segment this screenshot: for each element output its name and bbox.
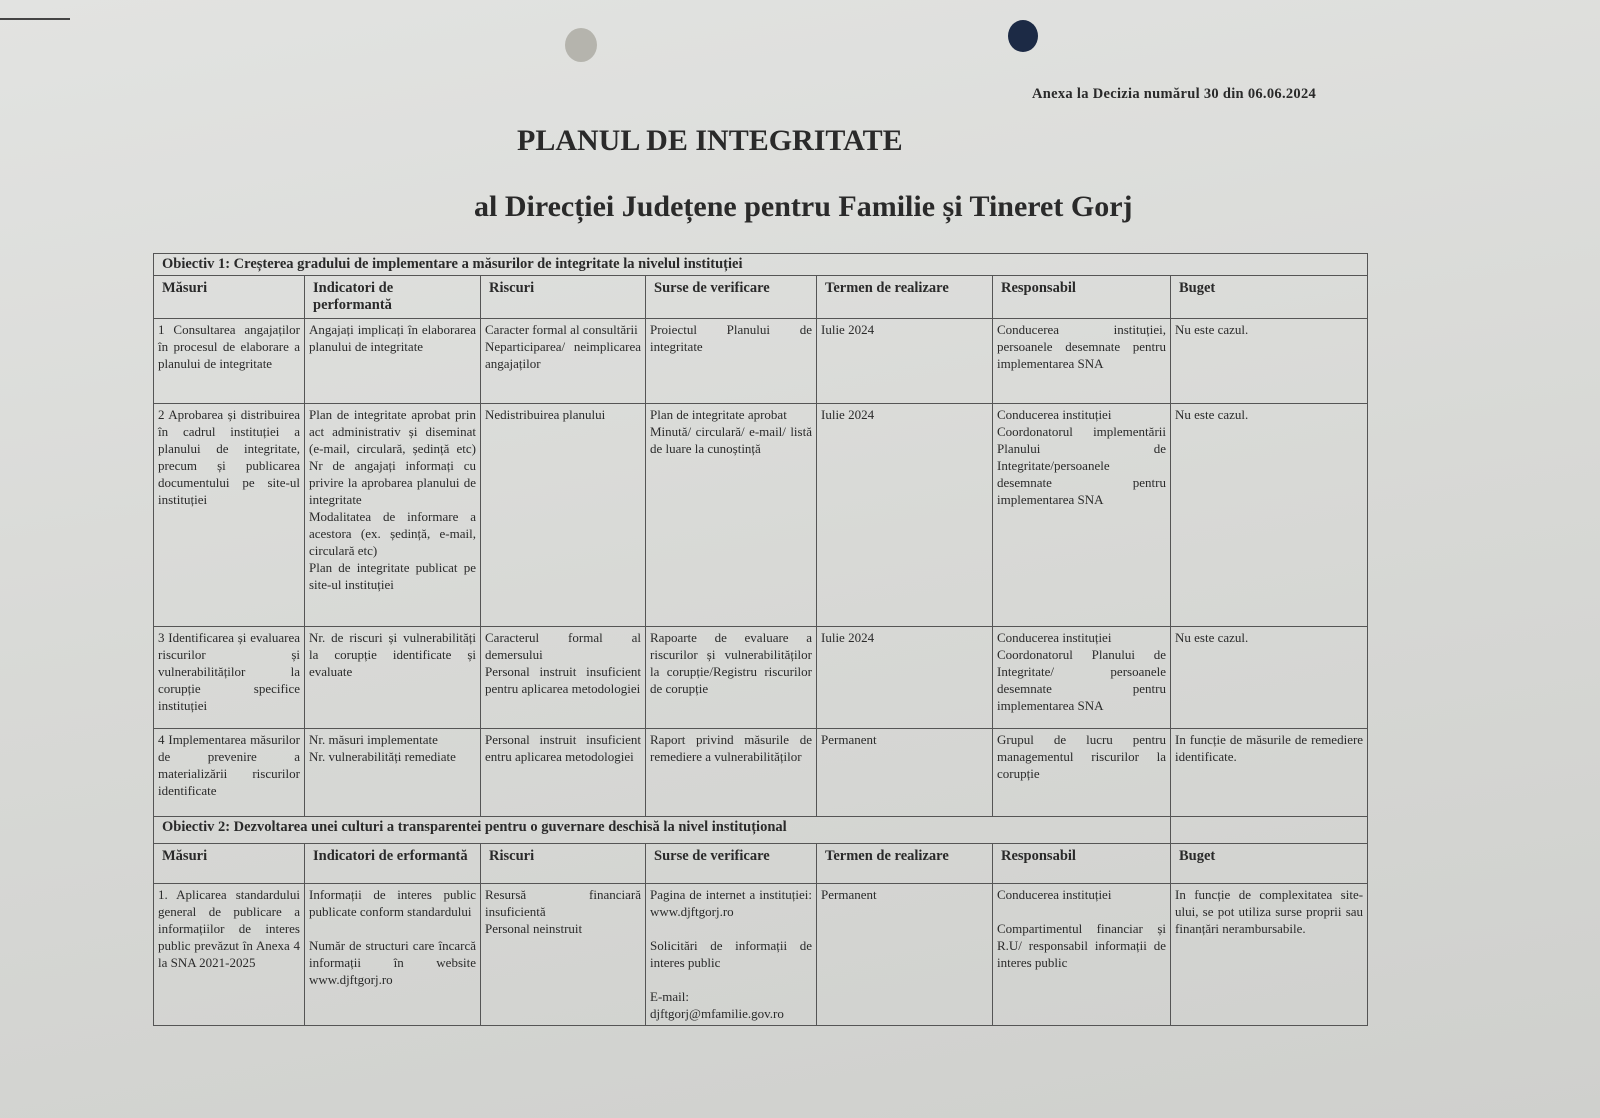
margin-line	[0, 18, 70, 20]
objective-title: Obiectiv 2: Dezvoltarea unei culturi a transparentei pentru o guvernare deschisă la nivel instituțional	[154, 817, 1171, 844]
column-header-indicatori: Indicatori de performantă	[305, 276, 481, 319]
column-header-responsabil: Responsabil	[993, 844, 1171, 884]
table-row	[154, 319, 1368, 404]
cell-buget: Nu este cazul.	[1171, 627, 1368, 729]
empty-cell	[1171, 817, 1368, 844]
column-header-surse: Surse de verificare	[646, 844, 817, 884]
cell-buget: In funcție de măsurile de remediere identificate.	[1171, 729, 1368, 817]
cell-surse: Pagina de internet a instituției: www.djftgorj.ro Solicitări de informații de interes public E-mail: djftgorj@mfamilie.gov.ro	[646, 884, 817, 1026]
cell-surse: Plan de integritate aprobat Minută/ circulară/ e-mail/ listă de luare la cunoștință	[646, 404, 817, 627]
cell-indicatori: Informații de interes public publicate conform standardului Număr de structuri care încarcă informații în website www.djftgorj.ro	[305, 884, 481, 1026]
objective-row	[154, 254, 1368, 276]
cell-termen: Iulie 2024	[817, 404, 993, 627]
cell-responsabil: Conducerea instituției Compartimentul financiar și R.U/ responsabil informații de interes public	[993, 884, 1171, 1026]
cell-termen: Iulie 2024	[817, 627, 993, 729]
cell-indicatori: Nr. măsuri implementate Nr. vulnerabilități remediate	[305, 729, 481, 817]
table-row	[154, 627, 1368, 729]
cell-responsabil: Conducerea instituției Coordonatorul implementării Planului de Integritate/persoanele desemnate pentru implementarea SNA	[993, 404, 1171, 627]
punch-hole	[565, 28, 597, 62]
cell-masuri: 1. Aplicarea standardului general de publicare a informațiilor de interes public prevăzut în Anexa 4 la SNA 2021-2025	[154, 884, 305, 1026]
table-row	[154, 884, 1368, 1026]
objective-title: Obiectiv 1: Creșterea gradului de implementare a măsurilor de integritate la nivelul instituției	[154, 254, 1368, 276]
column-header-riscuri: Riscuri	[481, 844, 646, 884]
column-header-masuri: Măsuri	[154, 276, 305, 319]
cell-surse: Proiectul Planului de integritate	[646, 319, 817, 404]
annex-reference: Anexa la Decizia numărul 30 din 06.06.2024	[1032, 86, 1317, 102]
column-header-surse: Surse de verificare	[646, 276, 817, 319]
punch-hole-dark	[1008, 20, 1038, 52]
cell-buget: Nu este cazul.	[1171, 319, 1368, 404]
cell-riscuri: Nedistribuirea planului	[481, 404, 646, 627]
cell-termen: Iulie 2024	[817, 319, 993, 404]
column-header-termen: Termen de realizare	[817, 844, 993, 884]
cell-masuri: 3 Identificarea și evaluarea riscurilor și vulnerabilităților la corupție specifice instituției	[154, 627, 305, 729]
cell-responsabil: Conducerea instituției, persoanele desemnate pentru implementarea SNA	[993, 319, 1171, 404]
cell-masuri: 2 Aprobarea și distribuirea în cadrul instituției a planului de integritate, precum și publicarea documentului pe site-ul instituției	[154, 404, 305, 627]
document-subtitle: al Direcției Județene pentru Familie și Tineret Gorj	[474, 190, 1133, 223]
header-row	[154, 276, 1368, 319]
cell-surse: Raport privind măsurile de remediere a vulnerabilităților	[646, 729, 817, 817]
cell-indicatori: Nr. de riscuri și vulnerabilități la corupție identificate și evaluate	[305, 627, 481, 729]
column-header-masuri: Măsuri	[154, 844, 305, 884]
column-header-indicatori: Indicatori de erformantă	[305, 844, 481, 884]
column-header-buget: Buget	[1171, 844, 1368, 884]
objective-row	[154, 817, 1368, 844]
cell-surse: Rapoarte de evaluare a riscurilor și vulnerabilităților la corupție/Registru riscurilor de corupție	[646, 627, 817, 729]
cell-masuri: 1 Consultarea angajaților în procesul de elaborare a planului de integritate	[154, 319, 305, 404]
integrity-plan-table	[153, 253, 1368, 1026]
cell-responsabil: Conducerea instituției Coordonatorul Planului de Integritate/ persoanele desemnate pentru implementarea SNA	[993, 627, 1171, 729]
cell-responsabil: Grupul de lucru pentru managementul riscurilor la corupție	[993, 729, 1171, 817]
cell-riscuri: Personal instruit insuficient entru aplicarea metodologiei	[481, 729, 646, 817]
cell-termen: Permanent	[817, 729, 993, 817]
table-body	[154, 254, 1368, 1026]
table-row	[154, 729, 1368, 817]
cell-indicatori: Plan de integritate aprobat prin act administrativ și diseminat (e-mail, circulară, ședință etc) Nr de angajați informați cu privire la aprobarea planului de integritate Modalitatea de informare a acestora (ex. ședință, e-mail, circulară etc) Plan de integritate publicat pe site-ul instituției	[305, 404, 481, 627]
column-header-buget: Buget	[1171, 276, 1368, 319]
column-header-responsabil: Responsabil	[993, 276, 1171, 319]
cell-termen: Permanent	[817, 884, 993, 1026]
column-header-riscuri: Riscuri	[481, 276, 646, 319]
header-row	[154, 844, 1368, 884]
document-title: PLANUL DE INTEGRITATE	[517, 124, 903, 157]
cell-riscuri: Resursă financiară insuficientă Personal neinstruit	[481, 884, 646, 1026]
cell-buget: Nu este cazul.	[1171, 404, 1368, 627]
column-header-termen: Termen de realizare	[817, 276, 993, 319]
cell-riscuri: Caracterul formal al demersului Personal instruit insuficient pentru aplicarea metodologiei	[481, 627, 646, 729]
table-row	[154, 404, 1368, 627]
cell-indicatori: Angajați implicați în elaborarea planului de integritate	[305, 319, 481, 404]
cell-buget: In funcție de complexitatea site-ului, se pot utiliza surse proprii sau finanțări nerambursabile.	[1171, 884, 1368, 1026]
cell-riscuri: Caracter formal al consultării Neparticiparea/ neimplicarea angajaților	[481, 319, 646, 404]
cell-masuri: 4 Implementarea măsurilor de prevenire a materializării riscurilor identificate	[154, 729, 305, 817]
